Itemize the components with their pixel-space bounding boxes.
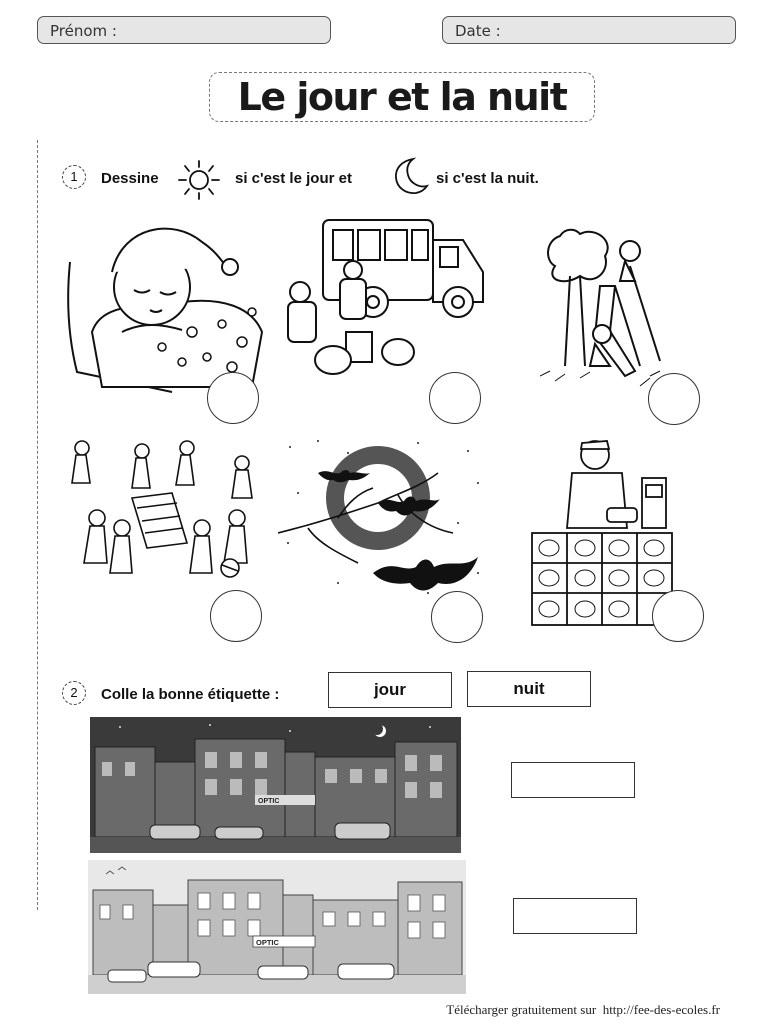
exercise-1-text-after: si c'est la nuit. [436, 170, 539, 187]
margin-line [37, 140, 38, 910]
exercise-1-text-middle: si c'est le jour et [235, 170, 352, 187]
day-street-picture [88, 860, 466, 994]
market-vendor-picture [527, 433, 677, 628]
page-title: Le jour et la nuit [237, 75, 567, 119]
night-bats-picture [278, 433, 490, 605]
night-street-picture [90, 717, 461, 853]
date-label: Date : [455, 22, 501, 40]
first-name-label: Prénom : [50, 22, 117, 40]
day-shop-sign: OPTIC [256, 938, 279, 947]
first-name-field[interactable] [37, 16, 331, 44]
exercise-1-text-before: Dessine [101, 170, 159, 187]
playground-slide-picture [540, 226, 670, 396]
exercise-2-number: 2 [62, 681, 86, 705]
answer-circle-2[interactable] [429, 372, 481, 424]
footer-link[interactable]: http://fee-des-ecoles.fr [602, 1002, 720, 1017]
answer-circle-4[interactable] [210, 590, 262, 642]
sun-icon [176, 159, 222, 201]
answer-box-night-picture[interactable] [511, 762, 635, 798]
moon-icon [391, 155, 431, 197]
label-day[interactable]: jour [328, 672, 452, 708]
answer-circle-3[interactable] [648, 373, 700, 425]
footer [446, 1002, 720, 1018]
answer-circle-5[interactable] [431, 591, 483, 643]
exercise-1-number: 1 [62, 165, 86, 189]
label-night[interactable]: nuit [467, 671, 591, 707]
garbage-truck-picture [278, 212, 492, 387]
children-playing-picture [62, 433, 272, 583]
night-shop-sign: OPTIC [258, 798, 280, 805]
footer-text: Télécharger gratuitement sur [446, 1002, 597, 1017]
exercise-2-text: Colle la bonne étiquette : [101, 686, 280, 703]
answer-box-day-picture[interactable] [513, 898, 637, 934]
answer-circle-6[interactable] [652, 590, 704, 642]
date-field[interactable] [442, 16, 736, 44]
answer-circle-1[interactable] [207, 372, 259, 424]
title-box [209, 72, 595, 122]
